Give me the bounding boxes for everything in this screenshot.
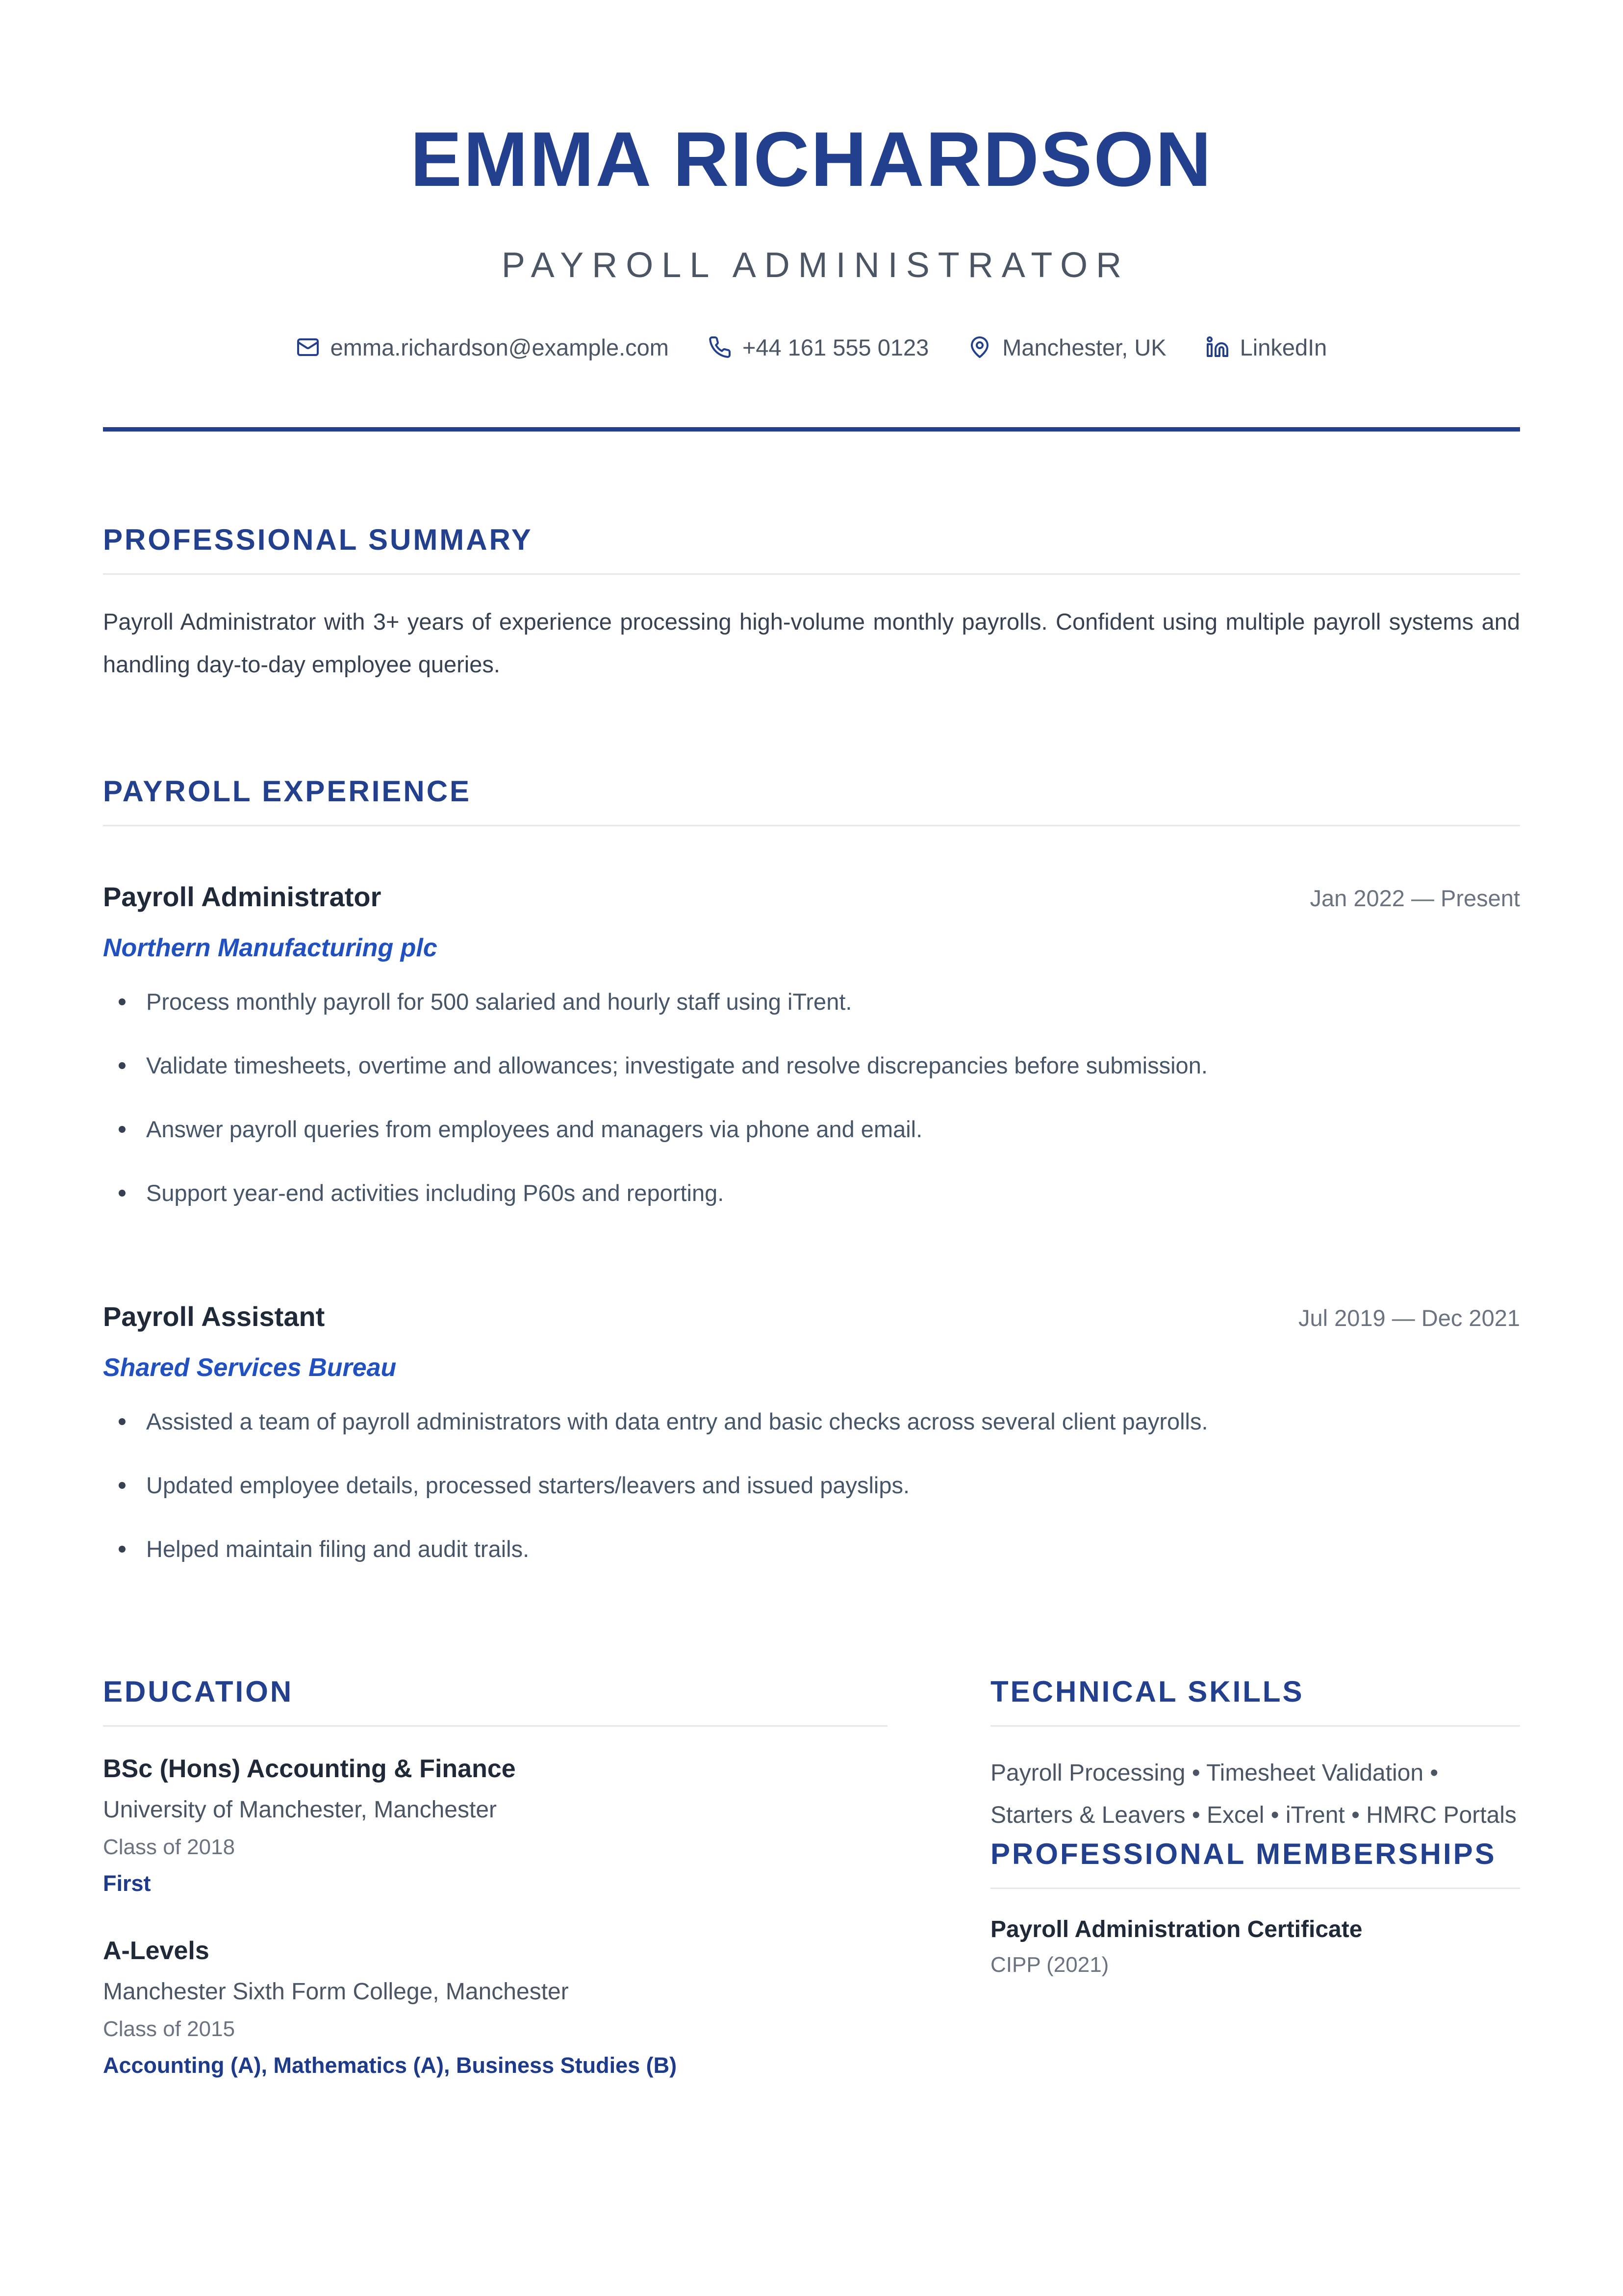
job-payroll-administrator <box>103 881 1520 1208</box>
education-heading: EDUCATION <box>103 1675 294 1708</box>
education-result: First <box>103 1870 151 1896</box>
candidate-title: PAYROLL ADMINISTRATOR <box>501 245 1130 285</box>
education-school: Manchester Sixth Form College, Manchester <box>103 1978 569 2005</box>
job-bullet-list <box>103 1407 1520 1564</box>
job-company: Shared Services Bureau <box>103 1353 397 1382</box>
job-bullet: Updated employee details, processed starters/leavers and issued payslips. <box>103 1471 1520 1500</box>
job-bullet: Assisted a team of payroll administrators with data entry and basic checks across several client payrolls. <box>103 1407 1520 1436</box>
job-title: Payroll Assistant <box>103 1301 325 1332</box>
summary-text: Payroll Administrator with 3+ years of experience processing high-volume monthly payrolls. Confident using multiple payroll systems and handling day-to-day employee queries. <box>103 608 1520 677</box>
section-summary <box>103 522 1520 686</box>
education-year: Class of 2018 <box>103 1835 235 1859</box>
education-school: University of Manchester, Manchester <box>103 1796 497 1823</box>
job-bullet: Validate timesheets, overtime and allowances; investigate and resolve discrepancies before submission. <box>103 1051 1520 1080</box>
job-dates: Jul 2019 — Dec 2021 <box>1298 1304 1520 1331</box>
job-title: Payroll Administrator <box>103 881 381 912</box>
education-column <box>103 1674 888 2078</box>
mail-icon <box>296 335 320 359</box>
job-dates: Jan 2022 — Present <box>1310 885 1520 911</box>
job-bullet: Helped maintain filing and audit trails. <box>103 1534 1520 1564</box>
header-divider <box>103 427 1520 432</box>
section-memberships <box>990 1837 1520 1978</box>
education-item-bsc <box>103 1754 888 1896</box>
job-header <box>103 881 1520 913</box>
contact-row <box>103 334 1520 361</box>
education-result: Accounting (A), Mathematics (A), Business Studies (B) <box>103 2052 677 2078</box>
contact-phone-label: +44 161 555 0123 <box>742 334 929 360</box>
skills-rule <box>990 1725 1520 1727</box>
job-header <box>103 1301 1520 1332</box>
experience-rule <box>103 825 1520 826</box>
certificate-detail: CIPP (2021) <box>990 1952 1109 1977</box>
skills-column <box>990 1674 1520 2078</box>
location-icon <box>968 335 991 359</box>
summary-rule <box>103 573 1520 575</box>
education-item-alevels <box>103 1936 888 2078</box>
skills-heading: TECHNICAL SKILLS <box>990 1675 1304 1708</box>
contact-phone[interactable] <box>708 334 929 361</box>
education-year: Class of 2015 <box>103 2016 235 2041</box>
memberships-heading: PROFESSIONAL MEMBERSHIPS <box>990 1837 1496 1870</box>
section-education <box>103 1674 888 2078</box>
memberships-rule <box>990 1888 1520 1889</box>
job-bullet: Process monthly payroll for 500 salaried and hourly staff using iTrent. <box>103 987 1520 1017</box>
contact-linkedin[interactable] <box>1206 334 1327 361</box>
experience-heading: PAYROLL EXPERIENCE <box>103 774 472 808</box>
education-degree: A-Levels <box>103 1936 209 1965</box>
contact-linkedin-label: LinkedIn <box>1240 334 1327 360</box>
section-skills <box>990 1674 1520 1837</box>
certificate-title: Payroll Administration Certificate <box>990 1916 1363 1942</box>
job-bullet-list <box>103 987 1520 1208</box>
resume-header <box>103 0 1520 432</box>
linkedin-icon <box>1206 335 1229 359</box>
contact-email[interactable] <box>296 334 669 361</box>
section-experience <box>103 774 1520 1564</box>
job-payroll-assistant <box>103 1301 1520 1564</box>
contact-location-label: Manchester, UK <box>1002 334 1167 360</box>
contact-email-label: emma.richardson@example.com <box>330 334 669 360</box>
job-bullet: Answer payroll queries from employees and managers via phone and email. <box>103 1115 1520 1144</box>
candidate-name: EMMA RICHARDSON <box>410 116 1213 203</box>
summary-heading: PROFESSIONAL SUMMARY <box>103 523 533 556</box>
education-degree: BSc (Hons) Accounting & Finance <box>103 1754 516 1783</box>
bottom-columns <box>103 1674 1520 2078</box>
skills-list: Payroll Processing • Timesheet Validation • Starters & Leavers • Excel • iTrent • HMRC Portals <box>990 1760 1517 1828</box>
job-bullet: Support year-end activities including P60s and reporting. <box>103 1178 1520 1208</box>
contact-location <box>968 334 1166 361</box>
job-company: Northern Manufacturing plc <box>103 933 437 962</box>
education-rule <box>103 1725 888 1727</box>
phone-icon <box>708 335 732 359</box>
